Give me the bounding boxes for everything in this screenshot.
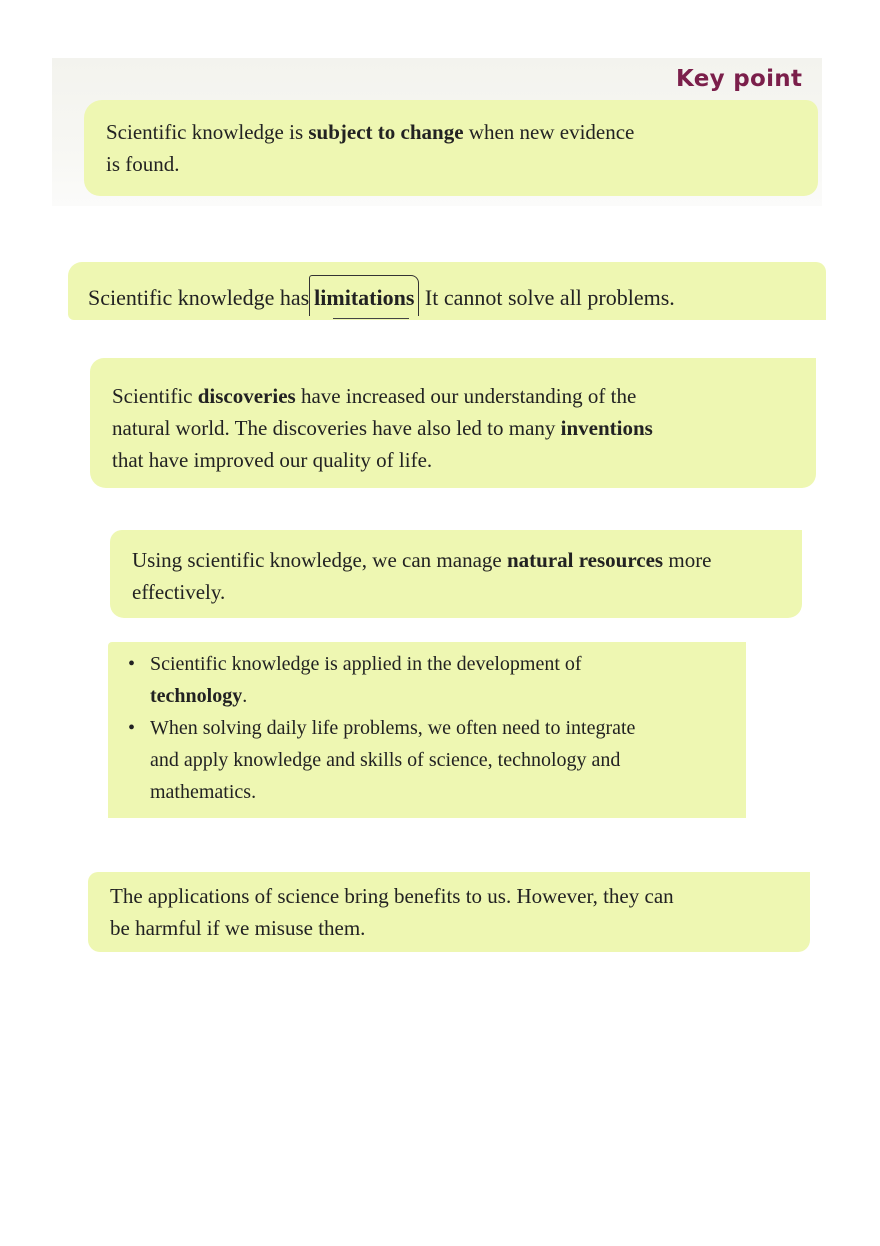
- bullet-item-integration: • When solving daily life problems, we often need to integrate and apply knowledge and skills of science, technology and mathematics.: [120, 712, 746, 808]
- key-point-box-limitations: [68, 262, 826, 320]
- block4-line1: Using scientific knowledge, we can manage natural resources more: [132, 548, 712, 572]
- key-point-label: Key point: [676, 66, 803, 92]
- technology-bullet-list: [120, 648, 746, 808]
- block3-line2: natural world. The discoveries have also led to many inventions: [112, 416, 653, 440]
- block4-line2: effectively.: [132, 580, 226, 604]
- term-technology: technology: [150, 685, 243, 707]
- block1-line2: is found.: [106, 152, 180, 176]
- block6-line1: The applications of science bring benefits to us. However, they can: [110, 884, 674, 908]
- bullet-item-technology: • Scientific knowledge is applied in the development of technology.: [120, 648, 746, 712]
- block3-line1: Scientific discoveries have increased our understanding of the: [112, 384, 637, 408]
- key-point-box-applications: [88, 872, 810, 952]
- key-point-box-discoveries: [90, 358, 816, 488]
- key-point-box-technology: [108, 642, 746, 818]
- block1-line1: Scientific knowledge is subject to change when new evidence: [106, 120, 635, 144]
- block3-line3: that have improved our quality of life.: [112, 448, 433, 472]
- term-natural-resources: natural resources: [506, 548, 664, 572]
- key-point-box-subject-to-change: [84, 100, 818, 196]
- annotated-limitations: [311, 282, 417, 314]
- term-subject-to-change: subject to change: [308, 120, 464, 144]
- term-inventions: inventions: [560, 416, 653, 440]
- block2-text: Scientific knowledge has limitations It cannot solve all problems.: [88, 282, 826, 314]
- block6-line2: be harmful if we misuse them.: [110, 916, 366, 940]
- term-discoveries: discoveries: [197, 384, 296, 408]
- term-limitations: limitations: [314, 285, 415, 310]
- key-point-box-natural-resources: [110, 530, 802, 618]
